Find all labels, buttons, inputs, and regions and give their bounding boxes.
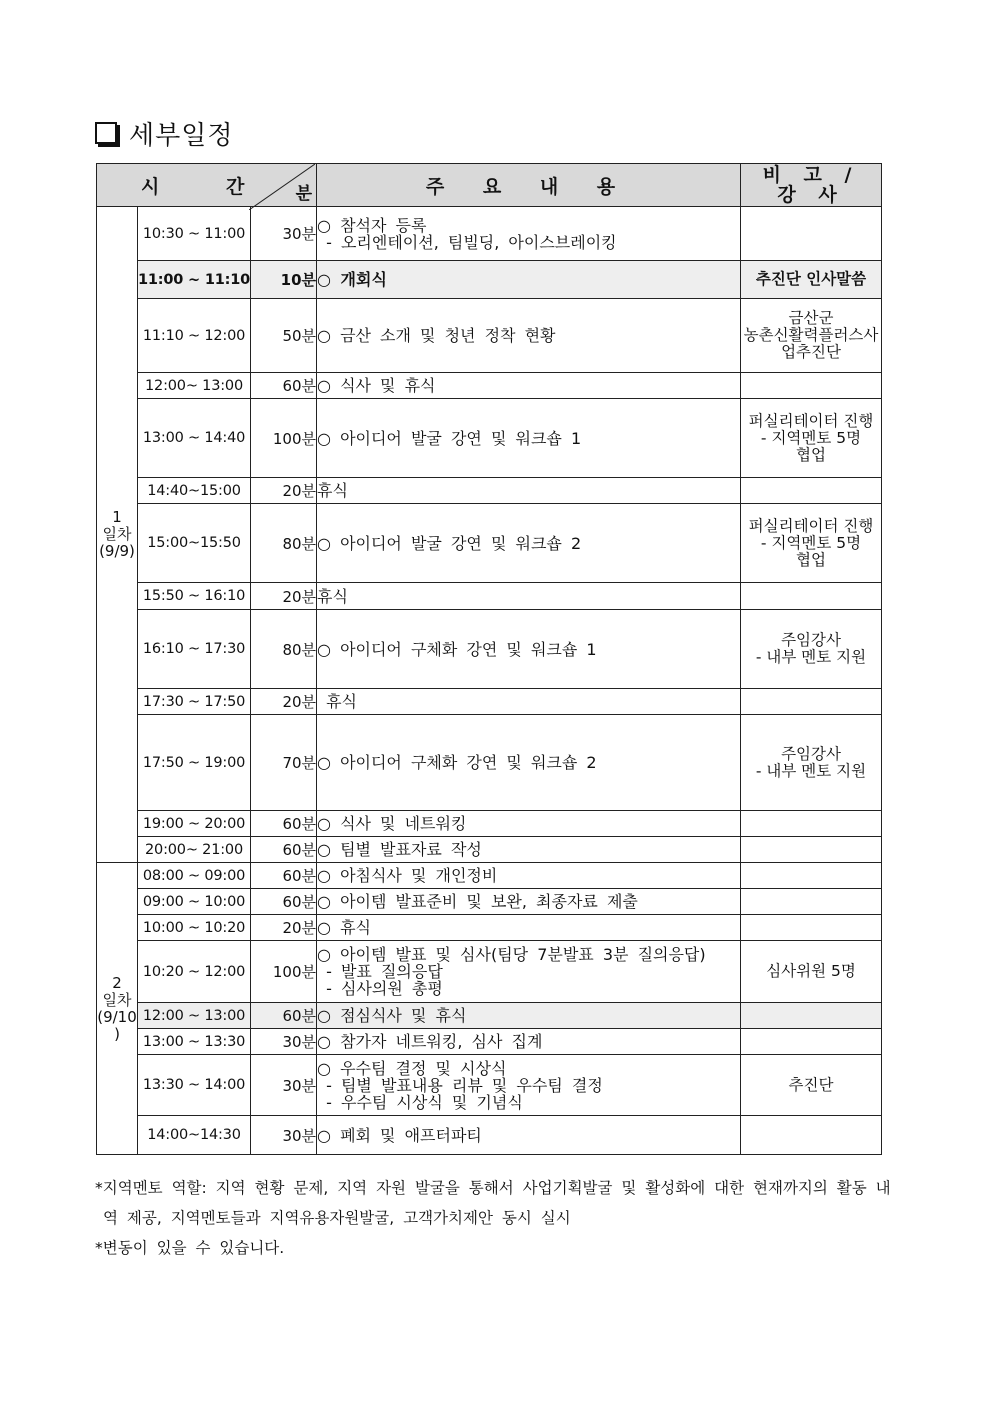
content-header [317,164,741,207]
table-row [97,811,882,837]
note-line: 주임강사 [781,744,841,763]
content-cell [317,941,741,1003]
time-cell: 20:00~ 21:00 [138,837,251,863]
content-line: ○ 아이디어 발굴 강연 및 워크숍 2 [317,533,582,553]
content-line: - 우수팀 시상식 및 기념식 [317,1092,523,1112]
duration-cell: 80분 [251,504,317,583]
time-cell: 13:00 ~ 13:30 [138,1029,251,1055]
time-cell: 11:10 ~ 12:00 [138,299,251,373]
content-line: ○ 금산 소개 및 청년 정착 현황 [317,326,556,345]
content-line: 휴식 [317,692,358,711]
time-cell: 15:00~15:50 [138,504,251,583]
duration-cell: 60분 [251,1003,317,1029]
schedule-body [97,207,882,1155]
note-line: 업추진단 [781,343,841,361]
content-line: ○ 아이템 발표 및 심사(팀당 7분발표 3분 질의응답) [317,945,706,964]
note-cell [741,837,882,863]
duration-cell: 60분 [251,811,317,837]
table-row [97,504,882,583]
content-line: - 발표 질의응답 [317,962,443,981]
note-cell [741,863,882,889]
note-cell [741,1116,882,1155]
time-cell: 17:30 ~ 17:50 [138,689,251,715]
time-cell: 12:00 ~ 13:00 [138,1003,251,1029]
duration-cell: 30분 [251,1116,317,1155]
content-line: - 심사의원 총평 [317,979,443,998]
time-cell: 09:00 ~ 10:00 [138,889,251,915]
duration-cell: 20분 [251,915,317,941]
duration-cell: 60분 [251,863,317,889]
content-cell [317,299,741,373]
table-row [97,1116,882,1155]
duration-cell: 60분 [251,373,317,399]
time-cell: 12:00~ 13:00 [138,373,251,399]
content-line: ○ 참가자 네트워킹, 심사 집계 [317,1032,543,1051]
content-line: ○ 폐회 및 애프터파티 [317,1125,482,1145]
time-minutes-header [97,164,317,207]
content-line: - 오리엔테이션, 팀빌딩, 아이스브레이킹 [317,232,617,252]
content-cell [317,889,741,915]
note-line: 퍼실리테이터 진행 [748,516,874,535]
time-cell: 11:00 ~ 11:10 [138,261,251,299]
time-cell: 13:30 ~ 14:00 [138,1055,251,1116]
content-line: ○ 개회식 [317,270,387,289]
table-row [97,1003,882,1029]
duration-cell: 10분 [251,261,317,299]
table-header-row [97,164,882,207]
note-line: 퍼실리테이터 진행 [748,411,874,430]
note-cell [741,207,882,261]
footnote-subject-to-change: *변동이 있을 수 있습니다. [95,1239,285,1257]
content-cell [317,915,741,941]
page-title [93,113,233,153]
table-row [97,399,882,478]
content-line: 휴식 [317,481,348,500]
content-line: - 팀별 발표내용 리뷰 및 우수팀 결정 [317,1075,603,1095]
time-cell: 10:00 ~ 10:20 [138,915,251,941]
content-line: ○ 휴식 [317,918,371,937]
time-cell: 13:00 ~ 14:40 [138,399,251,478]
note-line: - 내부 멘토 지원 [755,648,867,666]
duration-cell: 80분 [251,610,317,689]
note-cell [741,811,882,837]
duration-cell: 70분 [251,715,317,811]
content-cell [317,399,741,478]
time-cell: 10:20 ~ 12:00 [138,941,251,1003]
time-cell: 14:00~14:30 [138,1116,251,1155]
table-row [97,1029,882,1055]
duration-cell: 60분 [251,837,317,863]
note-cell [741,915,882,941]
content-cell [317,1055,741,1116]
duration-cell: 20분 [251,583,317,610]
table-row [97,261,882,299]
note-line: 주임강사 [781,631,841,649]
day1-label-line1: 1 [112,508,122,526]
note-line: 추진단 인사말씀 [755,270,867,288]
content-cell [317,583,741,610]
note-cell [741,583,882,610]
note-line: 협업 [796,445,826,464]
content-cell [317,863,741,889]
note-cell [741,478,882,504]
note-line: - 지역멘토 5명 [760,428,862,447]
content-line: ○ 우수팀 결정 및 시상식 [317,1058,507,1078]
table-row [97,583,882,610]
duration-cell: 30분 [251,1055,317,1116]
content-line: ○ 팀별 발표자료 작성 [317,840,482,859]
table-row [97,373,882,399]
duration-cell: 30분 [251,1029,317,1055]
table-row [97,837,882,863]
note-line: 금산군 [788,309,834,327]
duration-cell: 50분 [251,299,317,373]
content-cell [317,715,741,811]
time-header-label: 시 간 [141,176,275,198]
content-line: ○ 식사 및 네트워킹 [317,814,467,833]
note-cell [741,715,882,811]
note-line: - 지역멘토 5명 [760,533,862,552]
content-cell [317,811,741,837]
note-line: 농촌신활력플러스사 [743,326,879,344]
time-cell: 16:10 ~ 17:30 [138,610,251,689]
footnote-mentor-role-cont: 역 제공, 지역멘토들과 지역유용자원발굴, 고객가치제안 동시 실시 [103,1209,571,1227]
table-row [97,715,882,811]
time-cell: 17:50 ~ 19:00 [138,715,251,811]
footnotes [95,1173,895,1263]
time-cell: 08:00 ~ 09:00 [138,863,251,889]
note-line: 추진단 [788,1075,834,1094]
schedule-table [96,163,882,1155]
time-cell: 10:30 ~ 11:00 [138,207,251,261]
content-line: ○ 아이디어 구체화 강연 및 워크숍 1 [317,639,597,659]
note-cell [741,1029,882,1055]
table-row [97,941,882,1003]
content-header-label: 주 요 내 용 [425,175,632,198]
day2-label-line3: (9/10 [97,1007,137,1026]
content-cell [317,1116,741,1155]
table-row [97,889,882,915]
content-cell [317,261,741,299]
day2-cell [97,863,138,1155]
duration-cell: 20분 [251,478,317,504]
content-cell [317,689,741,715]
content-line: 휴식 [317,586,348,606]
note-cell [741,941,882,1003]
content-line: ○ 아이디어 구체화 강연 및 워크숍 2 [317,753,597,772]
minutes-header-label: 분 [295,184,313,204]
table-row [97,610,882,689]
table-row [97,863,882,889]
note-header-line2: 강 사 [777,184,845,206]
content-line: ○ 아이템 발표준비 및 보완, 최종자료 제출 [317,892,638,911]
day1-cell [97,207,138,863]
time-cell: 15:50 ~ 16:10 [138,583,251,610]
content-cell [317,207,741,261]
duration-cell: 20분 [251,689,317,715]
table-row [97,915,882,941]
content-line: ○ 아이디어 발굴 강연 및 워크숍 1 [317,428,582,448]
day2-label-line1: 2 [112,973,122,992]
day2-label-line2: 일차 [102,990,132,1009]
content-cell [317,504,741,583]
day1-label-line2: 일차 [102,525,132,543]
checkbox-square-icon [95,122,117,144]
note-cell [741,689,882,715]
time-cell: 14:40~15:00 [138,478,251,504]
note-cell [741,1003,882,1029]
note-line: 심사위원 5명 [766,962,856,980]
table-row [97,689,882,715]
note-cell [741,610,882,689]
day1-label-line3: (9/9) [99,542,135,560]
note-line: 협업 [796,550,826,569]
table-row [97,299,882,373]
note-cell [741,299,882,373]
content-line: ○ 아침식사 및 개인정비 [317,866,498,885]
content-cell [317,373,741,399]
table-row [97,207,882,261]
note-header [741,164,882,207]
duration-cell: 100분 [251,399,317,478]
duration-cell: 60분 [251,889,317,915]
note-cell [741,504,882,583]
content-cell [317,478,741,504]
duration-cell: 100분 [251,941,317,1003]
content-line: ○ 식사 및 휴식 [317,376,436,395]
content-cell [317,1029,741,1055]
note-cell [741,399,882,478]
page-title-text: 세부일정 [129,120,234,151]
note-cell [741,261,882,299]
table-row [97,478,882,504]
note-header-line1: 비 고 / [762,164,860,186]
content-cell [317,610,741,689]
note-cell [741,889,882,915]
note-line: - 내부 멘토 지원 [755,761,867,780]
table-row [97,1055,882,1116]
duration-cell: 30분 [251,207,317,261]
footnote-mentor-role: *지역멘토 역할: 지역 현황 문제, 지역 자원 발굴을 통해서 사업기획발굴 및 활성화에 대한 현재까지의 활동 내 [95,1179,891,1197]
content-line: ○ 참석자 등록 [317,215,427,235]
note-cell [741,1055,882,1116]
time-cell: 19:00 ~ 20:00 [138,811,251,837]
content-cell [317,837,741,863]
content-cell [317,1003,741,1029]
content-line: ○ 점심식사 및 휴식 [317,1006,467,1025]
note-cell [741,373,882,399]
day2-label-line4: ) [114,1024,120,1043]
